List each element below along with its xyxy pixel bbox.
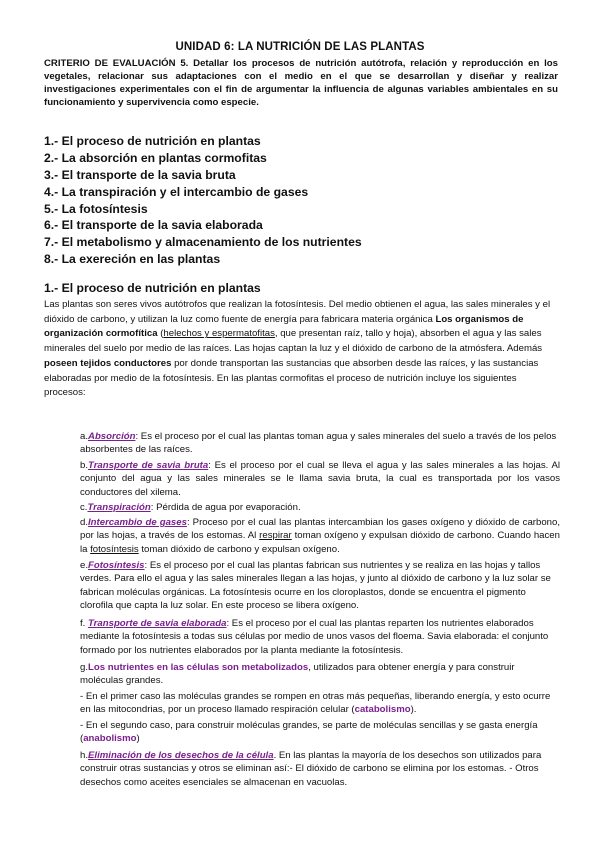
index-item: 3.- El transporte de la savia bruta [44,167,236,182]
intro-link-text: helechos y espermatofitas [163,328,275,340]
item-underlined: respirar [259,530,292,542]
item-prefix: d. [80,517,89,528]
item-term: Transporte de savia bruta [88,460,209,471]
list-item-g-sub2 [80,719,560,746]
index-item: 5.- La fotosíntesis [44,201,148,216]
item-text: , utilizados para obtener energía y para construir moléculas grandes. [80,662,515,687]
item-text: : Es el proceso por el cual las plantas fabrican sus nutrientes y se realiza en las hojas y tallos verdes. Para ello el agua y las sales minerales llegan a las hojas, y junto al dióxido de carbono y la luz solar se fabrican moléculas orgánicas. La fotosíntesis ocurre en los cloroplastos, donde se encuentra el pigmento clorofila que capta la luz solar. En este proceso se libera oxígeno. [80,560,551,612]
item-text: ). [410,704,417,716]
intro-bold-text: Los organismos de organización cormofítica [44,313,524,340]
index-item: 1.- El proceso de nutrición en plantas [44,134,261,148]
item-keyword: anabolismo [83,733,137,745]
unit-title: UNIDAD 6: LA NUTRICIÓN DE LAS PLANTAS [175,41,425,53]
list-item-b [80,459,560,499]
item-text: toman dióxido de carbono y expulsan oxígeno. [138,543,340,555]
item-prefix: g. [80,662,89,673]
item-term: Los nutrientes en las células son metabolizados [88,662,309,673]
intro-paragraph [44,298,560,401]
list-item-c [80,501,560,514]
topic-index [44,133,558,268]
item-text: - En el primer caso las moléculas grandes se rompen en otras más pequeñas, liberando energía, y esto ocurre en las mitocondrias, por un proceso llamado respiración celular ( [80,691,551,716]
item-prefix: a. [80,431,89,442]
item-term: Transpiración [87,502,151,513]
item-text: : Pérdida de agua por evaporación. [150,502,301,513]
item-prefix: f. [80,618,88,629]
item-term: Fotosíntesis [88,560,145,571]
item-underlined: fotosíntesis [90,543,139,555]
item-text: ) [136,733,140,745]
item-term: Eliminación de los desechos de la célula [88,750,274,761]
intro-text: por donde transportan las sustancias que absorben desde las raíces, y las sustancias elaboradas por medio de la fotosíntesis. En las plantas cormofitas el proceso de nutrición incluye los siguientes procesos: [44,357,539,399]
list-item-g [80,661,560,688]
item-term: Intercambio de gases [88,517,187,528]
item-text: toman oxígeno y expulsan dióxido de carbono. Cuando hacen la [80,530,560,555]
index-item: 8.- La exereción en las plantas [44,252,221,267]
list-item-d [80,516,560,556]
intro-text: Las plantas son seres vivos autótrofos que realizan la fotosíntesis. Del medio obtienen el agua, las sales minerales y el dióxido de carbono, y utilizan la luz como fuente de energía para fabricara materia orgánica [44,299,551,325]
index-item: 4.- La transpiración y el intercambio de gases [44,184,309,199]
item-text: : Proceso por el cual las plantas intercambian los gases oxígeno y dióxido de carbono, por las hojas, a través de los estomas. Al [80,517,561,542]
item-keyword: catabolismo [354,704,411,716]
item-prefix: b. [80,460,89,471]
index-item: 7.- El metabolismo y almacenamiento de los nutrientes [44,235,362,250]
list-item-a [80,430,560,457]
intro-text: , que presentan raíz, tallo y hoja), absorben el agua y las sales minerales del suelo por medio de las raíces. Las hojas captan la luz y el dióxido de carbono de la atmósfera. Además [44,328,543,355]
index-item: 2.- La absorción en plantas cormofitas [44,150,267,165]
list-item-g-sub1 [80,690,560,717]
item-text: : Es el proceso por el cual las plantas reparten los nutrientes elaborados mediante la fotosíntesis a todas sus células por medio de unos vasos del floema. Savia elaborada: el conjunto formado por los nutrientes elaborados por la planta mediante la fotosíntesis. [80,618,549,656]
item-text: : Es el proceso por el cual las plantas toman agua y sales minerales del suelo a través de los pelos absorbentes de las raíces. [80,431,557,456]
intro-bold-text: poseen tejidos conductores [44,357,172,369]
item-text: : Es el proceso por el cual se lleva el agua y las sales minerales a las hojas. Al conjunto del agua y las sales minerales se le llama savia bruta, la cual es transportada por los vasos conductores del xilema. [80,460,560,498]
list-item-f [80,617,560,657]
item-text: . En las plantas la mayoría de los desechos son utilizados para construir otras sustancias y otros se eliminan así:- El dióxido de carbono se elimina por los estomas. - Otros desechos como aceites esenciales se almacenan en vacuolas. [80,750,542,788]
item-prefix: e. [80,560,89,571]
item-prefix: c. [80,502,88,513]
item-text: - En el segundo caso, para construir moléculas grandes, se parte de moléculas sencillas y se gasta energía ( [80,720,538,745]
item-prefix: h. [80,750,89,761]
intro-text: ( [157,328,164,340]
list-item-h [80,749,560,789]
item-term: Absorción [88,431,136,442]
item-term: Transporte de savia elaborada [88,618,227,629]
list-item-e [80,559,560,613]
section-title: 1.- El proceso de nutrición en plantas [44,281,261,295]
index-item: 6.- El transporte de la savia elaborada [44,218,263,233]
evaluation-criterion: CRITERIO DE EVALUACIÓN 5. Detallar los procesos de nutrición autótrofa, relación y reproducción en los vegetales, relacionar sus adaptaciones con el medio en el que se desarrollan y diseñar y realizar investigaciones experimentales con el fin de argumentar la influencia de algunas variables ambientales en su funcionamiento y supervivencia como especie. [44,58,558,108]
